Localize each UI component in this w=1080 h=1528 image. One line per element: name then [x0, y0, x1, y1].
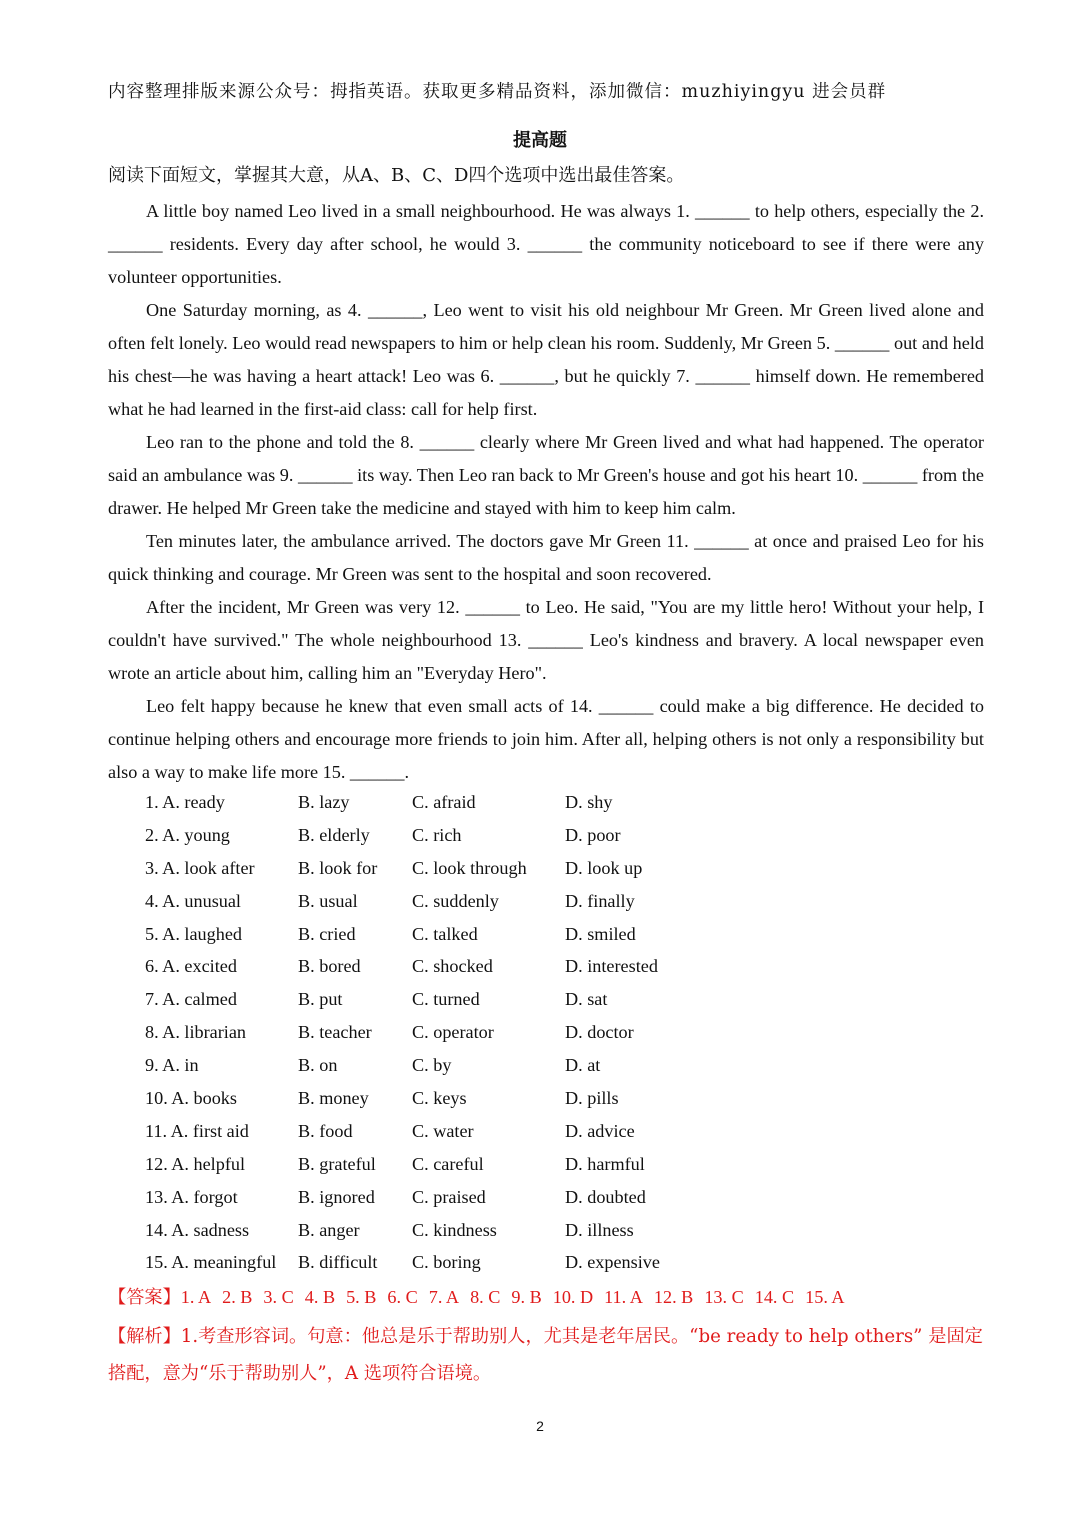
option-choice: B. food	[298, 1120, 353, 1141]
option-choice: B. ignored	[298, 1186, 375, 1207]
option-choice: B. lazy	[298, 792, 350, 812]
option-choice: 7. A. calmed	[145, 989, 237, 1010]
option-choice: C. boring	[412, 1252, 481, 1273]
options-list	[145, 786, 695, 1279]
explanation-text: 1.考查形容词。句意：他总是乐于帮助别人，尤其是老年居民。“be ready to help others” 是固定搭配，意为“乐于帮助别人”，A 选项符合语境。	[108, 1326, 983, 1384]
answer-item: 4. B	[304, 1287, 336, 1307]
option-choice: D. finally	[565, 890, 635, 911]
option-row	[145, 1115, 695, 1148]
option-choice: C. careful	[412, 1153, 484, 1174]
option-choice: B. elderly	[298, 824, 370, 845]
answer-item: 5. B	[346, 1287, 377, 1307]
page-number: 2	[536, 1418, 544, 1434]
section-title: 提高题	[513, 130, 567, 151]
option-row	[145, 852, 695, 885]
option-choice: C. rich	[412, 824, 462, 845]
source-header: 内容整理排版来源公众号：拇指英语。获取更多精品资料，添加微信：muzhiyingyu 进会员群	[108, 82, 887, 102]
passage-paragraph: Ten minutes later, the ambulance arrived. The doctors gave Mr Green 11. ______ at once and praised Leo for his quick thinking and courage. Mr Green was sent to the hospital and soon recovered.	[108, 531, 984, 584]
option-choice: D. expensive	[565, 1252, 660, 1273]
option-choice: 10. A. books	[145, 1088, 237, 1109]
option-choice: C. talked	[412, 923, 478, 944]
option-choice: B. money	[298, 1088, 369, 1109]
option-choice: D. illness	[565, 1219, 634, 1240]
passage-paragraph: Leo ran to the phone and told the 8. ______ clearly where Mr Green lived and what had happened. The operator said an ambulance was 9. ______ its way. Then Leo ran back to Mr Green's house and got his heart 10. ______ from the drawer. He helped Mr Green take the medicine and stayed with him to keep him calm.	[108, 432, 984, 518]
option-row	[145, 786, 695, 819]
reading-passage	[108, 195, 984, 789]
option-choice: C. keys	[412, 1088, 467, 1109]
instruction-text: 阅读下面短文，掌握其大意，从A、B、C、D四个选项中选出最佳答案。	[108, 165, 685, 186]
answer-item: 1. A	[180, 1287, 212, 1307]
answer-item: 9. B	[511, 1287, 542, 1307]
option-choice: D. at	[565, 1055, 601, 1076]
option-choice: 3. A. look after	[145, 857, 255, 878]
explanation	[108, 1318, 984, 1392]
option-row	[145, 950, 695, 983]
option-choice: D. shy	[565, 792, 613, 812]
option-choice: B. put	[298, 989, 343, 1010]
option-choice: 9. A. in	[145, 1055, 199, 1076]
answer-item: 15. A	[805, 1287, 845, 1307]
option-choice: 12. A. helpful	[145, 1153, 246, 1174]
option-choice: B. look for	[298, 857, 378, 878]
answer-item: 12. B	[653, 1287, 694, 1307]
option-row	[145, 1016, 695, 1049]
option-choice: D. harmful	[565, 1153, 645, 1174]
option-choice: C. kindness	[412, 1219, 497, 1240]
option-choice: D. interested	[565, 956, 658, 977]
option-choice: D. doctor	[565, 1022, 634, 1043]
option-choice: 14. A. sadness	[145, 1219, 250, 1240]
answer-item: 13. C	[704, 1287, 744, 1307]
option-row	[145, 918, 695, 951]
option-choice: D. pills	[565, 1088, 619, 1109]
option-choice: 11. A. first aid	[145, 1120, 249, 1141]
option-choice: 6. A. excited	[145, 956, 237, 977]
option-choice: 5. A. laughed	[145, 923, 242, 944]
option-row	[145, 1246, 695, 1279]
option-choice: B. grateful	[298, 1153, 376, 1174]
answer-items	[181, 1287, 856, 1307]
option-choice: D. smiled	[565, 923, 636, 944]
option-choice: D. look up	[565, 857, 643, 878]
option-row	[145, 885, 695, 918]
option-choice: C. operator	[412, 1022, 494, 1043]
option-choice: B. difficult	[298, 1252, 378, 1273]
option-choice: 15. A. meaningful	[145, 1252, 277, 1273]
option-row	[145, 819, 695, 852]
option-choice: B. usual	[298, 890, 358, 911]
option-row	[145, 1082, 695, 1115]
answer-key	[108, 1281, 856, 1314]
explanation-label: 【解析】	[108, 1326, 181, 1347]
option-row	[145, 1181, 695, 1214]
answer-label: 【答案】	[108, 1287, 181, 1307]
answer-item: 2. B	[222, 1287, 253, 1307]
option-choice: D. advice	[565, 1120, 635, 1141]
option-choice: 4. A. unusual	[145, 890, 241, 911]
option-choice: C. turned	[412, 989, 480, 1010]
option-choice: 2. A. young	[145, 824, 230, 845]
option-choice: B. anger	[298, 1219, 360, 1240]
option-choice: B. bored	[298, 956, 361, 977]
answer-item: 8. C	[470, 1287, 501, 1307]
option-choice: D. poor	[565, 824, 621, 845]
answer-item: 10. D	[552, 1287, 594, 1307]
answer-item: 7. A	[428, 1287, 460, 1307]
option-choice: B. teacher	[298, 1022, 372, 1043]
option-choice: C. praised	[412, 1186, 486, 1207]
option-row	[145, 1049, 695, 1082]
option-choice: 13. A. forgot	[145, 1186, 238, 1207]
option-row	[145, 1148, 695, 1181]
passage-paragraph: A little boy named Leo lived in a small neighbourhood. He was always 1. ______ to help others, especially the 2. ______ residents. Every day after school, he would 3. ______ the community noticeboard to see if there were any volunteer opportunities.	[108, 201, 984, 287]
option-choice: C. shocked	[412, 956, 493, 977]
option-choice: C. afraid	[412, 792, 476, 812]
answer-item: 6. C	[387, 1287, 418, 1307]
option-choice: B. cried	[298, 923, 356, 944]
option-row	[145, 983, 695, 1016]
option-choice: D. doubted	[565, 1186, 646, 1207]
passage-paragraph: After the incident, Mr Green was very 12. ______ to Leo. He said, "You are my little hero! Without your help, I couldn't have survived." The whole neighbourhood 13. ______ Leo's kindness and bravery. A local newspaper even wrote an article about him, calling him an "Everyday Hero".	[108, 597, 984, 683]
option-choice: C. water	[412, 1120, 474, 1141]
option-choice: C. look through	[412, 857, 527, 878]
answer-item: 3. C	[263, 1287, 294, 1307]
passage-paragraph: One Saturday morning, as 4. ______, Leo went to visit his old neighbour Mr Green. Mr Green lived alone and often felt lonely. Leo would read newspapers to him or help clean his room. Suddenly, Mr Green 5. ______ out and held his chest—he was having a heart attack! Leo was 6. ______, but he quickly 7. ______ himself down. He remembered what he had learned in the first-aid class: call for help first.	[108, 300, 984, 419]
option-choice: B. on	[298, 1055, 338, 1076]
option-choice: C. suddenly	[412, 890, 499, 911]
option-choice: C. by	[412, 1055, 452, 1076]
option-choice: 1. A. ready	[145, 792, 225, 812]
passage-paragraph: Leo felt happy because he knew that even small acts of 14. ______ could make a big difference. He decided to continue helping others and encourage more friends to join him. After all, helping others is not only a responsibility but also a way to make life more 15. ______.	[108, 696, 984, 782]
answer-item: 11. A	[604, 1287, 643, 1307]
answer-item: 14. C	[754, 1287, 795, 1307]
option-choice: D. sat	[565, 989, 608, 1010]
option-row	[145, 1214, 695, 1247]
option-choice: 8. A. librarian	[145, 1022, 247, 1043]
